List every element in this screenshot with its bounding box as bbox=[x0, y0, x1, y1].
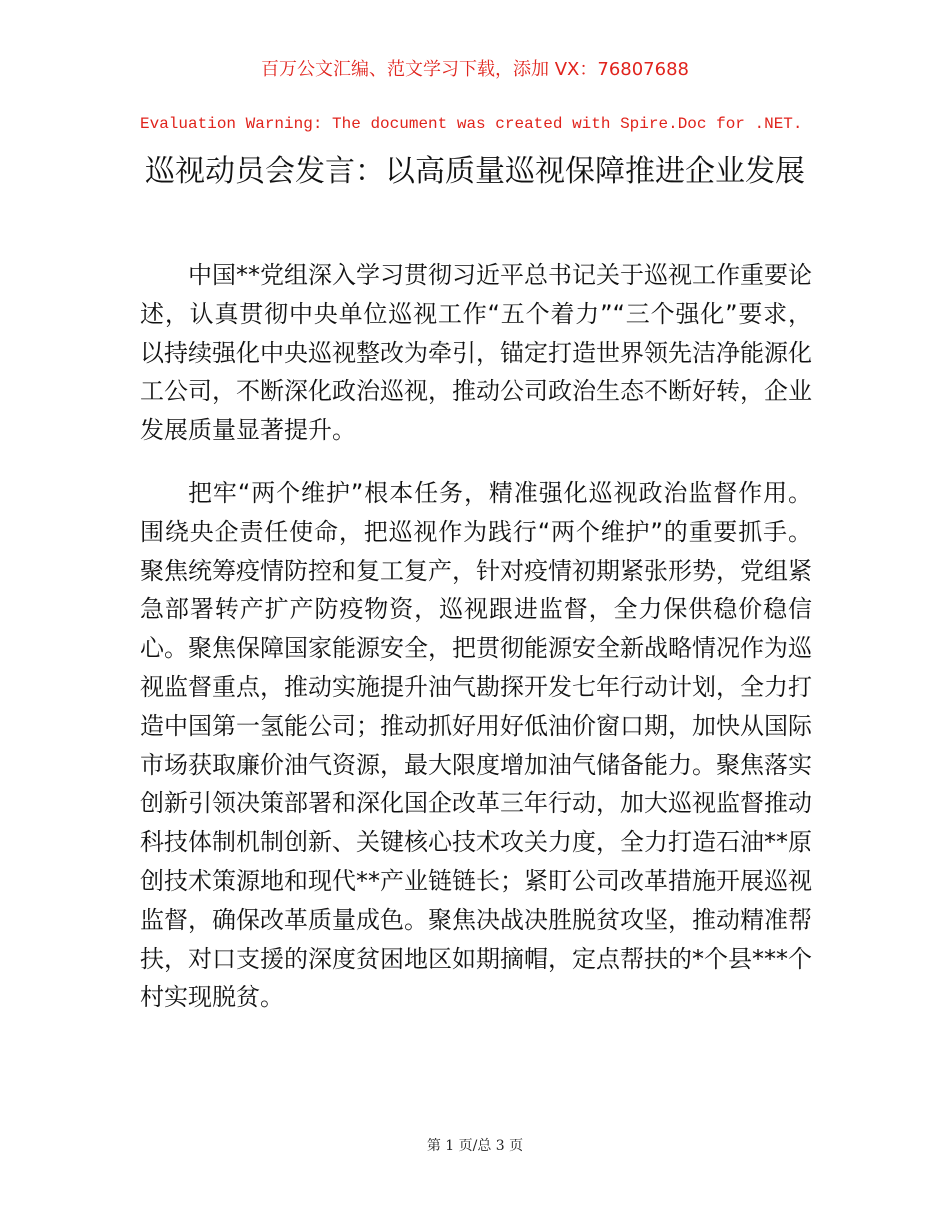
body-paragraph: 中国**党组深入学习贯彻习近平总书记关于巡视工作重要论述，认真贯彻中央单位巡视工作“五个着力”“三个强化”要求，以持续强化中央巡视整改为牵引，锚定打造世界领先洁净能源化工公司，不断深化政治巡视，推动公司政治生态不断好转，企业发展质量显著提升。 bbox=[140, 261, 812, 445]
page-number: 第 1 页/总 3 页 bbox=[426, 1138, 524, 1154]
document-body bbox=[140, 256, 812, 1041]
evaluation-warning: Evaluation Warning: The document was created with Spire.Doc for .NET. bbox=[140, 115, 803, 133]
body-paragraph: 把牢“两个维护”根本任务，精准强化巡视政治监督作用。围绕央企责任使命，把巡视作为践行“两个维护”的重要抓手。聚焦统筹疫情防控和复工复产，针对疫情初期紧张形势，党组紧急部署转产扩产防疫物资，巡视跟进监督，全力保供稳价稳信心。聚焦保障国家能源安全，把贯彻能源安全新战略情况作为巡视监督重点，推动实施提升油气勘探开发七年行动计划，全力打造中国第一氢能公司；推动抓好用好低油价窗口期，加快从国际市场获取廉价油气资源，最大限度增加油气储备能力。聚焦落实创新引领决策部署和深化国企改革三年行动，加大巡视监督推动科技体制机制创新、关键核心技术攻关力度，全力打造石油**原创技术策源地和现代**产业链链长；紧盯公司改革措施开展巡视监督，确保改革质量成色。聚焦决战决胜脱贫攻坚，推动精准帮扶，对口支援的深度贫困地区如期摘帽，定点帮扶的*个县***个村实现脱贫。 bbox=[140, 478, 812, 1012]
document-title: 巡视动员会发言：以高质量巡视保障推进企业发展 bbox=[145, 154, 805, 189]
header-banner: 百万公文汇编、范文学习下载，添加 VX：76807688 bbox=[261, 59, 689, 80]
